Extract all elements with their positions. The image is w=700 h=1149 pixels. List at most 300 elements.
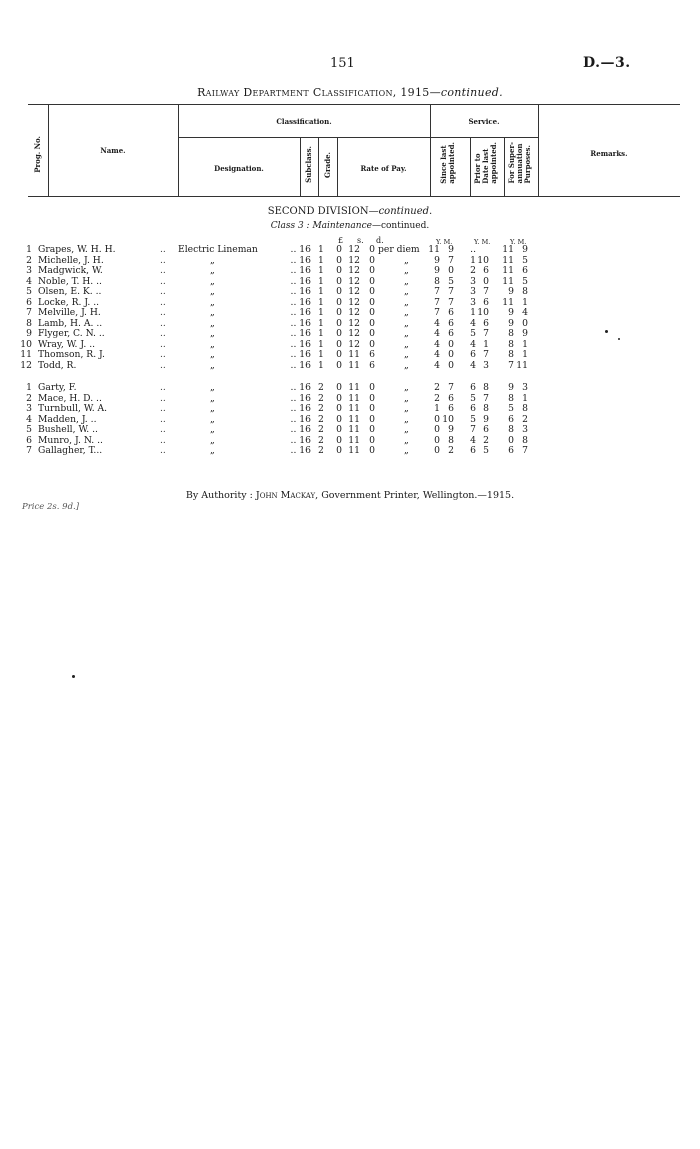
cell-sub: .. 16 xyxy=(290,286,311,297)
cell-l: 0 xyxy=(336,307,342,318)
cell-sub: .. 16 xyxy=(290,349,311,360)
cell-y2: 6 xyxy=(470,445,476,456)
cell-name: Wray, W. J. .. xyxy=(38,338,96,350)
class-heading xyxy=(0,221,700,231)
cell-d: 0 xyxy=(369,413,375,425)
cell-y2: 5 xyxy=(470,413,476,425)
cell-desig: „ xyxy=(210,403,215,414)
cell-s: 12 xyxy=(348,275,360,287)
cell-l: 0 xyxy=(336,317,342,329)
cell-m2: 10 xyxy=(477,307,489,318)
cell-m2: 6 xyxy=(483,265,489,276)
cell-m2: 6 xyxy=(483,296,489,308)
cell-dots: .. xyxy=(160,265,166,276)
document-reference: D.—3. xyxy=(583,55,631,71)
cell-dots: .. xyxy=(160,359,166,371)
cell-m3: 1 xyxy=(522,296,528,308)
cell-name: Madgwick, W. xyxy=(38,265,103,276)
footer-authority xyxy=(0,490,700,501)
cell-y2: 7 xyxy=(470,424,476,435)
cell-no: 9 xyxy=(26,328,32,339)
cell-y1: 9 xyxy=(434,254,440,266)
unit-ym-since: Y. M. xyxy=(436,238,453,246)
cell-m3: 4 xyxy=(522,307,528,318)
cell-y2: 6 xyxy=(470,349,476,360)
cell-y1: 4 xyxy=(434,317,440,329)
cell-name: Garty, F. xyxy=(38,382,77,393)
cell-sub: .. 16 xyxy=(290,328,311,339)
cell-y3: 11 xyxy=(502,275,514,287)
cell-name: Munro, J. N. .. xyxy=(38,434,103,446)
cell-m1: 0 xyxy=(448,349,454,360)
division-heading xyxy=(0,206,700,217)
cell-per: „ xyxy=(404,307,409,318)
cell-y2: .. xyxy=(470,244,476,255)
cell-grade: 1 xyxy=(318,265,324,276)
cell-no: 5 xyxy=(26,424,32,435)
cell-per: „ xyxy=(404,317,409,329)
cell-sub: .. 16 xyxy=(290,382,311,393)
cell-m2: 8 xyxy=(483,382,489,393)
cell-y3: 7 xyxy=(508,359,514,371)
cell-sub: .. 16 xyxy=(290,359,311,371)
cell-dots: .. xyxy=(160,328,166,339)
cell-m1: 8 xyxy=(448,434,454,446)
cell-y3: 11 xyxy=(502,296,514,308)
cell-desig: „ xyxy=(210,392,215,404)
header-for-super: For Super- annuation Purposes. xyxy=(507,142,532,184)
cell-y3: 8 xyxy=(508,349,514,360)
cell-dots: .. xyxy=(160,445,166,456)
cell-d: 0 xyxy=(369,307,375,318)
cell-sub: .. 16 xyxy=(290,392,311,404)
cell-m1: 9 xyxy=(448,244,454,255)
cell-m3: 8 xyxy=(522,434,528,446)
cell-sub: .. 16 xyxy=(290,296,311,308)
cell-y3: 9 xyxy=(508,286,514,297)
cell-y1: 9 xyxy=(434,265,440,276)
cell-m2: 6 xyxy=(483,317,489,329)
cell-no: 6 xyxy=(26,296,32,308)
cell-no: 7 xyxy=(26,307,32,318)
cell-m1: 6 xyxy=(448,328,454,339)
cell-sub: .. 16 xyxy=(290,338,311,350)
cell-m2: 7 xyxy=(483,328,489,339)
cell-y1: 11 xyxy=(428,244,440,255)
cell-s: 12 xyxy=(348,265,360,276)
cell-desig: „ xyxy=(210,275,215,287)
cell-no: 1 xyxy=(26,382,32,393)
cell-grade: 1 xyxy=(318,244,324,255)
cell-s: 11 xyxy=(348,382,360,393)
cell-per: „ xyxy=(404,349,409,360)
cell-dots: .. xyxy=(160,349,166,360)
cell-l: 0 xyxy=(336,296,342,308)
cell-l: 0 xyxy=(336,338,342,350)
cell-name: Thomson, R. J. xyxy=(38,349,105,360)
cell-l: 0 xyxy=(336,359,342,371)
cell-y2: 5 xyxy=(470,392,476,404)
cell-y2: 3 xyxy=(470,296,476,308)
cell-desig: „ xyxy=(210,424,215,435)
cell-y2: 1 xyxy=(470,307,476,318)
cell-y2: 6 xyxy=(470,382,476,393)
cell-desig: „ xyxy=(210,445,215,456)
title-suffix: —continued. xyxy=(429,86,503,99)
cell-grade: 1 xyxy=(318,349,324,360)
cell-y2: 1 xyxy=(470,254,476,266)
cell-grade: 1 xyxy=(318,359,324,371)
header-service: Service. xyxy=(468,117,500,126)
cell-sub: .. 16 xyxy=(290,424,311,435)
cell-per: „ xyxy=(404,403,409,414)
cell-s: 11 xyxy=(348,349,360,360)
cell-dots: .. xyxy=(160,244,166,255)
cell-per: „ xyxy=(404,338,409,350)
cell-d: 0 xyxy=(369,244,375,255)
class-label: Class 3 : xyxy=(270,221,310,231)
cell-m1: 0 xyxy=(448,265,454,276)
cell-l: 0 xyxy=(336,413,342,425)
cell-dots: .. xyxy=(160,424,166,435)
cell-y3: 9 xyxy=(508,382,514,393)
cell-desig: „ xyxy=(210,413,215,425)
cell-d: 0 xyxy=(369,434,375,446)
cell-m1: 7 xyxy=(448,382,454,393)
cell-grade: 1 xyxy=(318,254,324,266)
cell-per: „ xyxy=(404,392,409,404)
cell-m3: 11 xyxy=(516,359,528,371)
cell-desig: „ xyxy=(210,338,215,350)
cell-grade: 2 xyxy=(318,445,324,456)
cell-desig: „ xyxy=(210,328,215,339)
cell-m1: 7 xyxy=(448,254,454,266)
cell-m3: 9 xyxy=(522,328,528,339)
cell-dots: .. xyxy=(160,434,166,446)
cell-m1: 9 xyxy=(448,424,454,435)
cell-y3: 8 xyxy=(508,392,514,404)
cell-dots: .. xyxy=(160,403,166,414)
cell-l: 0 xyxy=(336,244,342,255)
cell-sub: .. 16 xyxy=(290,317,311,329)
cell-d: 6 xyxy=(369,359,375,371)
cell-sub: .. 16 xyxy=(290,445,311,456)
footer-by: By Authority : xyxy=(185,490,256,501)
unit-pence: d. xyxy=(376,236,384,245)
cell-y3: 8 xyxy=(508,328,514,339)
cell-per: „ xyxy=(404,275,409,287)
cell-name: Lamb, H. A. .. xyxy=(38,317,103,329)
cell-y1: 7 xyxy=(434,296,440,308)
ink-speck xyxy=(605,330,608,333)
table-header xyxy=(28,104,680,197)
cell-d: 0 xyxy=(369,445,375,456)
cell-s: 12 xyxy=(348,296,360,308)
division-suffix: —continued. xyxy=(368,206,433,217)
cell-name: Gallagher, T... xyxy=(38,445,103,456)
cell-y1: 2 xyxy=(434,382,440,393)
cell-s: 11 xyxy=(348,445,360,456)
cell-s: 12 xyxy=(348,338,360,350)
cell-y3: 11 xyxy=(502,265,514,276)
cell-m3: 1 xyxy=(522,338,528,350)
cell-s: 12 xyxy=(348,254,360,266)
cell-m1: 6 xyxy=(448,317,454,329)
cell-per: „ xyxy=(404,445,409,456)
cell-d: 0 xyxy=(369,275,375,287)
cell-m2: 6 xyxy=(483,424,489,435)
cell-d: 6 xyxy=(369,349,375,360)
cell-y1: 4 xyxy=(434,328,440,339)
cell-y3: 11 xyxy=(502,244,514,255)
cell-sub: .. 16 xyxy=(290,254,311,266)
cell-grade: 2 xyxy=(318,382,324,393)
cell-l: 0 xyxy=(336,349,342,360)
cell-y2: 3 xyxy=(470,286,476,297)
footer-rest: , Government Printer, Wellington.—1915. xyxy=(315,490,515,501)
cell-m1: 10 xyxy=(442,413,454,425)
cell-per: „ xyxy=(404,254,409,266)
cell-y1: 7 xyxy=(434,307,440,318)
cell-m2: 7 xyxy=(483,286,489,297)
cell-d: 0 xyxy=(369,424,375,435)
cell-l: 0 xyxy=(336,445,342,456)
cell-y2: 6 xyxy=(470,403,476,414)
cell-d: 0 xyxy=(369,392,375,404)
cell-dots: .. xyxy=(160,338,166,350)
cell-l: 0 xyxy=(336,434,342,446)
footer-printer: John Mackay xyxy=(255,490,316,501)
cell-per: „ xyxy=(404,413,409,425)
cell-y3: 6 xyxy=(508,413,514,425)
cell-s: 11 xyxy=(348,434,360,446)
cell-sub: .. 16 xyxy=(290,434,311,446)
price-note: Price 2s. 9d.] xyxy=(22,502,80,512)
cell-no: 4 xyxy=(26,413,32,425)
cell-y1: 4 xyxy=(434,359,440,371)
cell-y2: 4 xyxy=(470,317,476,329)
cell-s: 12 xyxy=(348,328,360,339)
cell-grade: 2 xyxy=(318,392,324,404)
cell-m2: 10 xyxy=(477,254,489,266)
cell-m3: 3 xyxy=(522,424,528,435)
cell-l: 0 xyxy=(336,403,342,414)
cell-m3: 5 xyxy=(522,254,528,266)
cell-m1: 2 xyxy=(448,445,454,456)
cell-s: 11 xyxy=(348,424,360,435)
cell-no: 3 xyxy=(26,265,32,276)
cell-m1: 7 xyxy=(448,286,454,297)
cell-grade: 1 xyxy=(318,328,324,339)
cell-y3: 8 xyxy=(508,424,514,435)
header-since-last: Since last appointed. xyxy=(439,142,456,184)
cell-d: 0 xyxy=(369,286,375,297)
header-grade: Grade. xyxy=(323,152,332,178)
cell-y1: 0 xyxy=(434,424,440,435)
cell-s: 12 xyxy=(348,244,360,255)
cell-y3: 8 xyxy=(508,338,514,350)
cell-no: 1 xyxy=(26,244,32,255)
cell-m1: 7 xyxy=(448,296,454,308)
cell-y2: 4 xyxy=(470,359,476,371)
cell-y1: 8 xyxy=(434,275,440,287)
cell-no: 10 xyxy=(20,338,32,350)
cell-grade: 1 xyxy=(318,317,324,329)
cell-y2: 3 xyxy=(470,275,476,287)
cell-y1: 0 xyxy=(434,445,440,456)
cell-l: 0 xyxy=(336,328,342,339)
ink-speck xyxy=(618,338,620,340)
cell-y1: 0 xyxy=(434,434,440,446)
cell-name: Locke, R. J. .. xyxy=(38,296,100,308)
cell-desig: „ xyxy=(210,317,215,329)
cell-y2: 4 xyxy=(470,338,476,350)
cell-m2: 9 xyxy=(483,413,489,425)
cell-per: „ xyxy=(404,286,409,297)
cell-m3: 0 xyxy=(522,317,528,329)
cell-m2: 1 xyxy=(483,338,489,350)
cell-grade: 1 xyxy=(318,275,324,287)
header-name: Name. xyxy=(100,146,126,155)
cell-m2: 3 xyxy=(483,359,489,371)
header-designation: Designation. xyxy=(214,164,264,173)
cell-y1: 2 xyxy=(434,392,440,404)
cell-sub: .. 16 xyxy=(290,244,311,255)
cell-sub: .. 16 xyxy=(290,265,311,276)
cell-no: 2 xyxy=(26,392,32,404)
cell-name: Michelle, J. H. xyxy=(38,254,104,266)
header-rate-of-pay: Rate of Pay. xyxy=(360,164,407,173)
cell-grade: 2 xyxy=(318,413,324,425)
cell-m3: 1 xyxy=(522,349,528,360)
cell-m1: 6 xyxy=(448,392,454,404)
cell-name: Olsen, E. K. .. xyxy=(38,286,102,297)
cell-per: „ xyxy=(404,382,409,393)
cell-l: 0 xyxy=(336,382,342,393)
cell-no: 6 xyxy=(26,434,32,446)
cell-m2: 5 xyxy=(483,445,489,456)
cell-m1: 6 xyxy=(448,307,454,318)
cell-l: 0 xyxy=(336,392,342,404)
title-main: Railway Department Classification, 1915 xyxy=(197,86,430,99)
cell-d: 0 xyxy=(369,254,375,266)
cell-no: 3 xyxy=(26,403,32,414)
cell-grade: 2 xyxy=(318,403,324,414)
cell-per: „ xyxy=(404,434,409,446)
cell-m1: 0 xyxy=(448,359,454,371)
cell-d: 0 xyxy=(369,317,375,329)
division-name: SECOND DIVISION xyxy=(267,206,369,217)
cell-per: „ xyxy=(404,424,409,435)
cell-desig: „ xyxy=(210,254,215,266)
cell-grade: 1 xyxy=(318,338,324,350)
cell-m2: 0 xyxy=(483,275,489,287)
cell-d: 0 xyxy=(369,296,375,308)
cell-s: 11 xyxy=(348,359,360,371)
cell-y3: 5 xyxy=(508,403,514,414)
cell-m3: 2 xyxy=(522,413,528,425)
cell-no: 4 xyxy=(26,275,32,287)
cell-name: Turnbull, W. A. xyxy=(38,403,108,414)
cell-no: 5 xyxy=(26,286,32,297)
cell-l: 0 xyxy=(336,265,342,276)
cell-name: Mace, H. D. .. xyxy=(38,392,102,404)
cell-m2: 7 xyxy=(483,349,489,360)
cell-dots: .. xyxy=(160,286,166,297)
cell-no: 12 xyxy=(20,359,32,371)
ink-speck xyxy=(72,675,75,678)
unit-ym-super: Y. M. xyxy=(510,238,527,246)
header-prior-to: Prior to Date last appointed. xyxy=(473,142,498,184)
cell-m3: 9 xyxy=(522,244,528,255)
cell-s: 12 xyxy=(348,317,360,329)
cell-y2: 4 xyxy=(470,434,476,446)
cell-d: 0 xyxy=(369,265,375,276)
cell-desig: „ xyxy=(210,296,215,308)
cell-per: „ xyxy=(404,359,409,371)
cell-dots: .. xyxy=(160,413,166,425)
cell-s: 11 xyxy=(348,413,360,425)
cell-s: 12 xyxy=(348,286,360,297)
cell-m3: 7 xyxy=(522,445,528,456)
page-number: 151 xyxy=(330,56,355,71)
class-suffix: —continued. xyxy=(371,221,430,231)
cell-dots: .. xyxy=(160,275,166,287)
cell-d: 0 xyxy=(369,382,375,393)
cell-m2: 2 xyxy=(483,434,489,446)
cell-y2: 5 xyxy=(470,328,476,339)
cell-y1: 1 xyxy=(434,403,440,414)
cell-dots: .. xyxy=(160,254,166,266)
cell-desig: „ xyxy=(210,286,215,297)
cell-m1: 6 xyxy=(448,403,454,414)
cell-dots: .. xyxy=(160,317,166,329)
cell-m3: 8 xyxy=(522,403,528,414)
cell-name: Todd, R. xyxy=(38,359,77,371)
cell-d: 0 xyxy=(369,328,375,339)
header-subclass: Subclass. xyxy=(304,146,313,183)
cell-d: 0 xyxy=(369,338,375,350)
cell-m1: 5 xyxy=(448,275,454,287)
cell-name: Melville, J. H. xyxy=(38,307,101,318)
cell-y3: 9 xyxy=(508,317,514,329)
cell-l: 0 xyxy=(336,424,342,435)
cell-desig: Electric Lineman xyxy=(178,244,258,255)
cell-name: Noble, T. H. .. xyxy=(38,275,102,287)
cell-l: 0 xyxy=(336,275,342,287)
cell-per: per diem xyxy=(378,244,420,255)
header-classification: Classification. xyxy=(276,117,332,126)
cell-desig: „ xyxy=(210,382,215,393)
cell-d: 0 xyxy=(369,403,375,414)
cell-s: 11 xyxy=(348,392,360,404)
cell-y1: 4 xyxy=(434,349,440,360)
cell-grade: 1 xyxy=(318,307,324,318)
cell-grade: 1 xyxy=(318,286,324,297)
cell-sub: .. 16 xyxy=(290,413,311,425)
cell-m3: 8 xyxy=(522,286,528,297)
cell-no: 7 xyxy=(26,445,32,456)
unit-pounds: £ xyxy=(338,236,344,245)
cell-y1: 0 xyxy=(434,413,440,425)
cell-name: Bushell, W. .. xyxy=(38,424,98,435)
unit-ym-prior: Y. M. xyxy=(474,238,491,246)
cell-dots: .. xyxy=(160,296,166,308)
cell-m3: 1 xyxy=(522,392,528,404)
cell-grade: 2 xyxy=(318,434,324,446)
cell-no: 2 xyxy=(26,254,32,266)
cell-dots: .. xyxy=(160,307,166,318)
